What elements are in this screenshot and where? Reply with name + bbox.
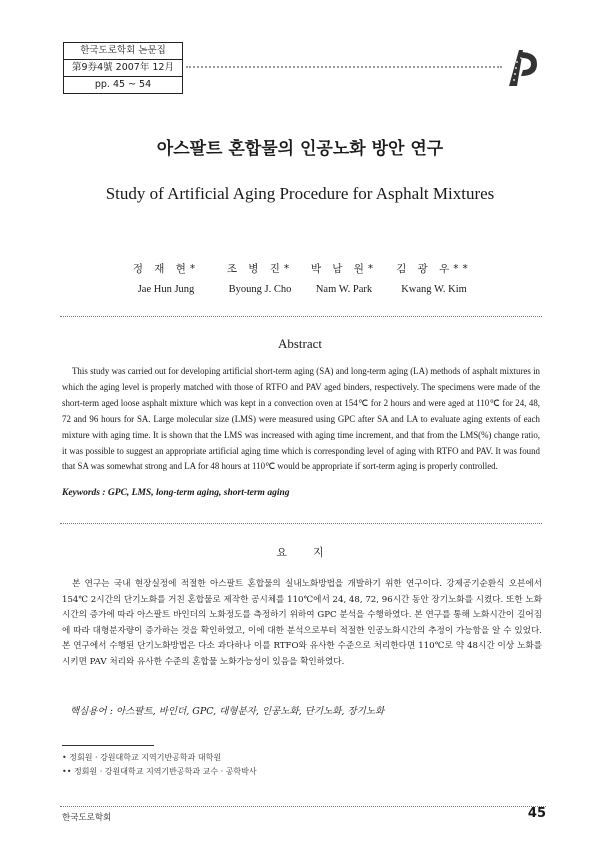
paper-title-english: Study of Artificial Aging Procedure for Asphalt Mixtures	[105, 184, 495, 203]
author-name-english: Byoung J. Cho	[228, 284, 292, 295]
author-4	[374, 261, 494, 295]
page-number: 45	[527, 806, 546, 821]
journal-issue: 第9券4號 2007年 12月	[64, 60, 182, 77]
journal-logo-icon	[503, 48, 545, 88]
footer-society-name: 한국도로학회	[62, 813, 112, 823]
english-keywords: Keywords : GPC, LMS, long-term aging, short-term aging	[62, 488, 290, 498]
section-divider	[60, 316, 542, 317]
journal-info-box	[63, 42, 183, 94]
author-name-korean: 박 남 원*	[310, 263, 378, 275]
korean-summary-text: 본 연구는 국내 현장실정에 적절한 아스팔트 혼합물의 실내노화방법을 개발하기 위한 연구이다. 강제공기순환식 오븐에서 154℃ 2시간의 단기노화를 거친 혼합물로 제작한 공시체를 110℃에서 24, 48, 72, 96시간 동안 장기노화를 시켰다. 또한 노화시간의 증가에 따라 아스팔트 바인더의 노화정도를 측정하기 위하여 GPC 분석을 수행하였다. 본 연구를 통해 노화시간이 길어짐에 따라 대형분자량이 증가하는 것을 확인하였고, 이에 대한 분석으로부터 적절한 인공노화시간의 추정이 가능함을 알 수 있었다. 본 연구에서 수행된 단기노화방법은 다소 과다하나 이를 RTFO와 유사한 수준으로 처리한다면 110℃로 약 48시간 이상 노화를 시키면 PAV 처리와 유사한 수준의 혼합물 노화가능성이 있음을 확인하였다.	[62, 579, 542, 667]
author-name-english: Nam W. Park	[315, 284, 373, 295]
footnote-1: • 정회원 · 강원대학교 지역기반공학과 대학원	[62, 753, 222, 762]
author-name-english: Jae Hun Jung	[137, 284, 195, 295]
journal-pages: pp. 45 ~ 54	[94, 79, 152, 90]
footnote-rule	[62, 745, 154, 746]
author-name-korean: 조 병 진*	[226, 263, 294, 275]
korean-keywords: 핵심용어 : 아스팔트, 바인더, GPC, 대형분자, 인공노화, 단기노화, 장기노화	[70, 706, 385, 717]
author-name-korean: 김 광 우**	[396, 263, 472, 275]
korean-summary-heading: 요지	[276, 546, 350, 559]
paper-title-korean: 아스팔트 혼합물의 인공노화 방안 연구	[156, 139, 444, 159]
footer-divider	[60, 806, 546, 807]
abstract-heading: Abstract	[277, 336, 323, 351]
author-name-english: Kwang W. Kim	[401, 284, 467, 295]
section-divider	[60, 523, 542, 524]
journal-name: 한국도로학회 논문집	[64, 43, 182, 60]
header-dotted-line	[186, 66, 502, 68]
author-name-korean: 정 재 현*	[132, 263, 200, 275]
abstract-text: This study was carried out for developing artificial short-term aging (SA) and long-term aging (LA) methods of asphalt mixtures in which the aging level is properly matched with those of RTFO and PAV aged binders, respectively. The specimens were made of the short-term aged loose asphalt mixture which was kept in a convection oven at 154℃ for 2 hours and were aged at 110℃ for 24, 48, 72 and 96 hours for SA. Large molecular size (LMS) were measured using GPC after SA and LA to evaluate aging extents of each mixture with aging time. It is shown that the LMS was increased with aging time increment, and that from the LMS(%) change ratio, it was possible to suggest an appropriate artificial aging time which is corresponding level of aging with RTFO and PAV. It was found that SA was somewhat strong and LA for 48 hours at 110℃ would be appropriate if sort-term aging is properly controlled.	[62, 366, 540, 472]
footnote-2: •• 정회원 · 강원대학교 지역기반공학과 교수 · 공학박사	[62, 767, 257, 776]
